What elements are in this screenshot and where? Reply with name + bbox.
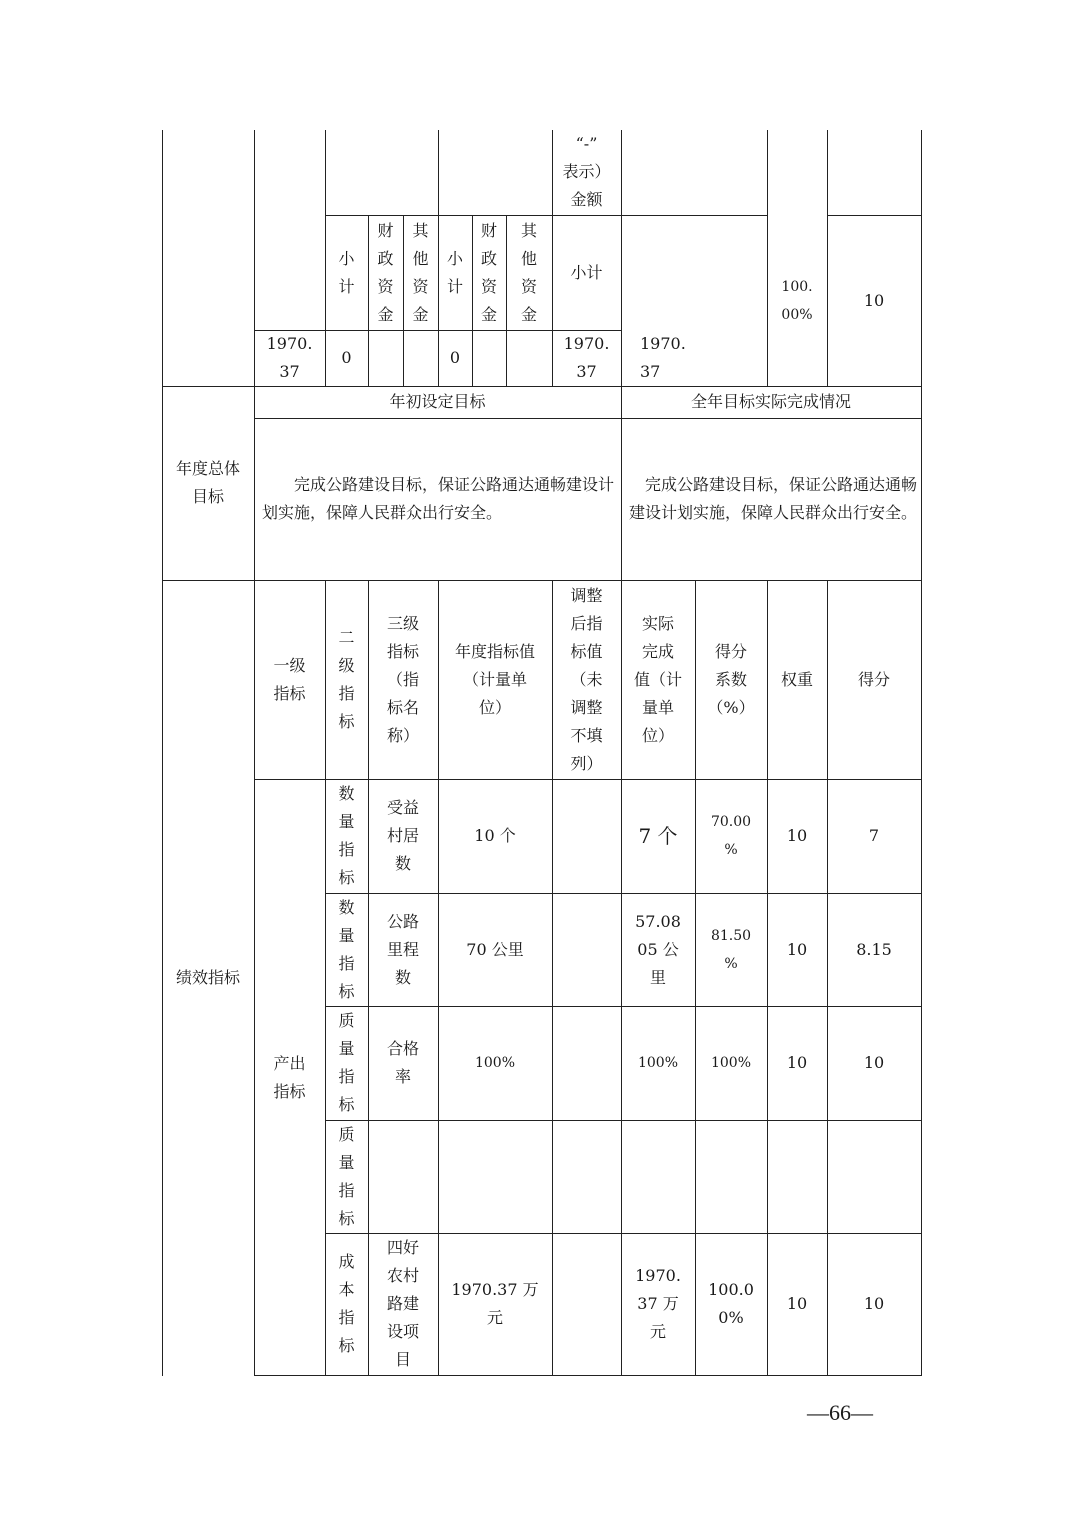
row-actual — [621, 1120, 695, 1233]
perf-label: 绩效指标 — [175, 968, 240, 987]
header-other-funds-2: 其 他 资 金 — [520, 220, 537, 324]
row-coef: 81.50 % — [710, 927, 752, 972]
row-level2: 数 量 指 标 — [338, 897, 355, 1001]
page-number: —66— — [807, 1400, 873, 1425]
row-score: 8.15 — [856, 939, 892, 959]
header-annual-value: 年度指标值 （计量单 位） — [454, 641, 535, 717]
output-indicator-label: 产出 指标 — [273, 1053, 306, 1101]
row-annual-value: 10 个 — [474, 826, 516, 845]
header-level1: 一级 指标 — [273, 655, 306, 703]
value-subtotal: 0 — [341, 348, 352, 367]
value-actual: 1970. 37 — [640, 334, 686, 381]
row-score: 10 — [863, 1294, 885, 1313]
header-other-funds: 其 他 资 金 — [412, 220, 429, 324]
header-subtotal-2: 小 计 — [446, 248, 463, 296]
header-coef: 得分 系数 （%） — [707, 641, 755, 717]
row-annual-value — [438, 1120, 552, 1233]
row-weight — [767, 1120, 827, 1233]
value-subtotal-3: 1970. 37 — [563, 334, 610, 381]
header-subtotal: 小 计 — [338, 248, 355, 296]
header-level3: 三级 指标 （指 标名 称） — [386, 613, 419, 745]
row-weight: 10 — [786, 939, 808, 959]
row-adjusted — [552, 1006, 621, 1120]
annual-actual-cell — [629, 418, 917, 580]
header-actual: 实际 完成 值（计 量单 位） — [633, 613, 682, 745]
row-actual: 7 个 — [638, 824, 678, 848]
row-adjusted — [552, 1233, 621, 1375]
annual-actual-text: 完成公路建设目标，保证公路通达通畅建设计划实施，保障人民群众出行安全。 — [629, 475, 918, 522]
row-weight: 10 — [786, 1294, 808, 1313]
header-subtotal-3: 小计 — [570, 262, 603, 282]
row-level3: 四好 农村 路建 设项 目 — [386, 1238, 419, 1369]
row-level3: 合格 率 — [386, 1039, 419, 1086]
row-level3: 公路 里程 数 — [386, 911, 419, 987]
grid-line — [254, 1375, 922, 1376]
header-weight: 权重 — [780, 669, 813, 689]
row-annual-value: 70 公里 — [466, 939, 524, 959]
header-adjusted: 调整 后指 标值 （未 调整 不填 列） — [570, 585, 603, 773]
value-total: 1970. 37 — [266, 334, 313, 381]
row-level3: 受益 村居 数 — [386, 798, 419, 873]
row-weight: 10 — [786, 826, 808, 845]
table-border-right — [921, 130, 922, 1376]
row-actual: 57.08 05 公 里 — [635, 911, 681, 987]
row-coef: 100% — [710, 1055, 752, 1071]
row-adjusted — [552, 893, 621, 1006]
header-score: 得分 — [857, 669, 890, 689]
row-level3 — [368, 1120, 438, 1233]
annual-set-goal-cell — [262, 418, 617, 580]
row-level2: 质 量 指 标 — [338, 1011, 355, 1114]
header-fiscal-funds-2: 财 政 资 金 — [480, 220, 497, 324]
row-level2: 数 量 指 标 — [338, 784, 355, 887]
row-score — [827, 1120, 921, 1233]
row-actual: 100% — [637, 1055, 679, 1071]
value-subtotal-2: 0 — [449, 348, 461, 367]
row-adjusted — [552, 1120, 621, 1233]
row-actual: 1970. 37 万 元 — [635, 1266, 681, 1341]
row-score: 7 — [868, 826, 880, 845]
row-score: 10 — [863, 1053, 885, 1072]
row-annual-value: 1970.37 万 元 — [451, 1280, 539, 1327]
row-level2: 质 量 指 标 — [338, 1124, 355, 1228]
header-fiscal-funds: 财 政 资 金 — [377, 220, 394, 324]
annual-set-goal-text: 完成公路建设目标，保证公路通达通畅建设计划实施，保障人民群众出行安全。 — [262, 475, 615, 522]
row-annual-value: 100% — [474, 1055, 516, 1071]
annual-goal-label: 年度总体 目标 — [175, 459, 240, 506]
row-weight: 10 — [786, 1053, 808, 1072]
header-level2: 二 级 指 标 — [338, 627, 355, 731]
row-coef — [695, 1120, 767, 1233]
top-score: 10 — [863, 290, 885, 310]
row-level2: 成 本 指 标 — [338, 1252, 355, 1355]
annual-set-goal-header: 年初设定目标 — [389, 392, 486, 411]
amount-note: “-” 表示） 金额 — [562, 134, 611, 209]
execution-rate: 100. 00% — [781, 278, 813, 323]
row-coef: 100.0 0% — [708, 1280, 754, 1327]
annual-actual-header: 全年目标实际完成情况 — [690, 392, 851, 411]
row-coef: 70.00 % — [710, 814, 752, 858]
row-adjusted — [552, 779, 621, 893]
